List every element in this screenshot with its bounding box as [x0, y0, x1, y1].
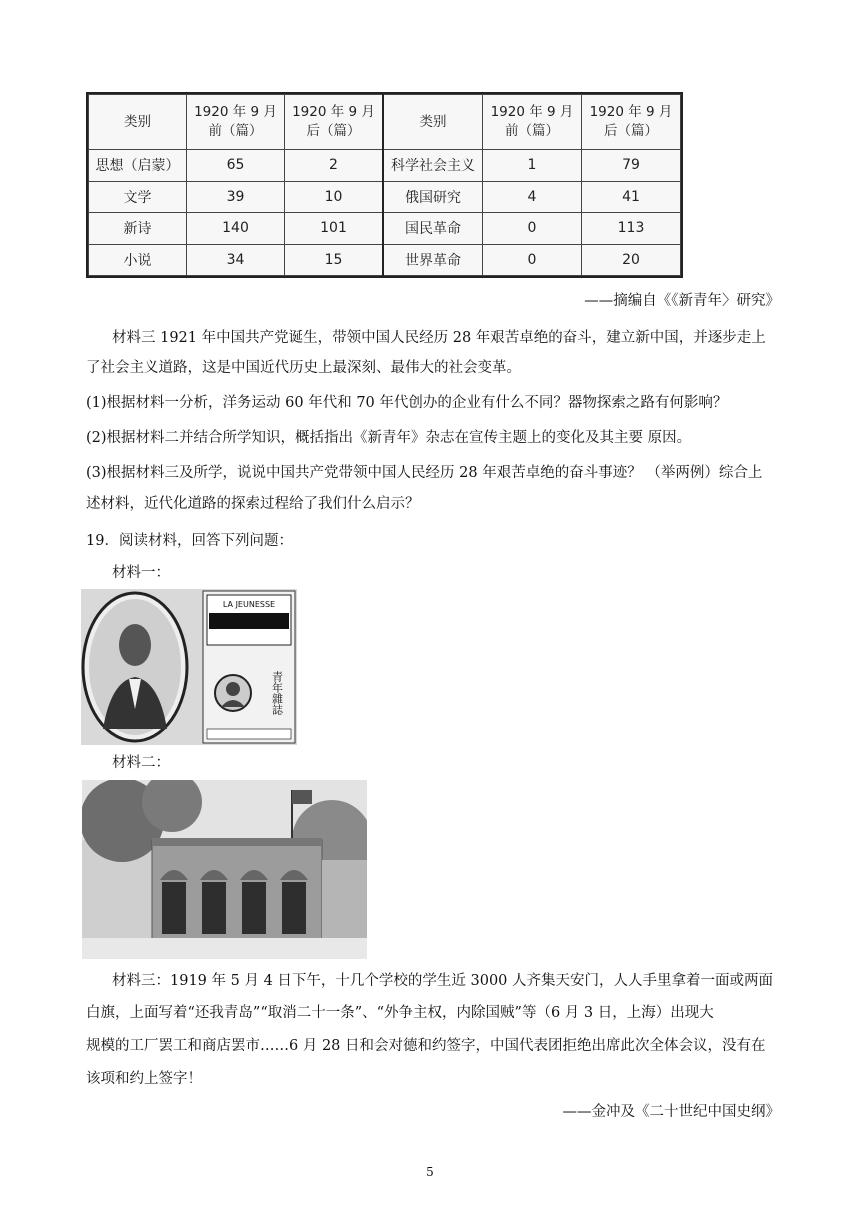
question-1: (1)根据材料一分析，洋务运动 60 年代和 70 年代创办的企业有什么不同？器物探索之路有何影响？ — [86, 395, 728, 411]
magazine-banner-text: LA JEUNESSE — [222, 600, 276, 609]
table-cell: 1 — [483, 150, 582, 182]
table-cell: 科学社会主义 — [383, 150, 483, 182]
portrait-and-magazine-photo — [81, 589, 297, 745]
table-cell: 俄国研究 — [383, 181, 483, 213]
table-cell: 101 — [285, 213, 384, 245]
material-three-quote: 白旗，上面写着“还我青岛”“取消二十一条”、“外争主权，内除国贼”等（6 月 3 日，上海）出现大 — [86, 1005, 714, 1021]
table-header: 1920 年 9 月 后（篇） — [285, 95, 384, 150]
article-count-table — [88, 94, 681, 276]
material-three-text: 材料三 1921 年中国共产党诞生，带领中国人民经历 28 年艰苦卓绝的奋斗，建立新中国，并逐步走上 — [112, 330, 766, 346]
table-cell: 文学 — [89, 181, 187, 213]
table-cell: 20 — [582, 244, 681, 276]
table-cell: 2 — [285, 150, 384, 182]
quote-source-citation: ——金冲及《二十世纪中国史纲》 — [562, 1104, 780, 1120]
material-three-quote: 该项和约上签字！ — [86, 1071, 202, 1087]
material-one-label: 材料一： — [112, 565, 170, 581]
table-header: 类别 — [89, 95, 187, 150]
page-number: 5 — [426, 1165, 434, 1179]
table-header: 1920 年 9 月 前（篇） — [483, 95, 582, 150]
table-row — [89, 150, 681, 182]
table-row — [89, 213, 681, 245]
question-3: 述材料，近代化道路的探索过程给了我们什么启示？ — [86, 496, 420, 512]
table-source-citation: ——摘编自《《新青年〉研究》 — [584, 293, 780, 309]
table-cell: 79 — [582, 150, 681, 182]
table-cell: 34 — [187, 244, 285, 276]
magazine-title-text: 青年雜誌 — [270, 671, 284, 715]
table-header: 类别 — [383, 95, 483, 150]
material-two-label: 材料二： — [112, 755, 170, 771]
table-header: 1920 年 9 月 前（篇） — [187, 95, 285, 150]
question-3: (3)根据材料三及所学，说说中国共产党带领中国人民经历 28 年艰苦卓绝的奋斗事迹？ （举两例）综合上 — [86, 465, 763, 481]
building-illustration — [82, 780, 367, 959]
table-row — [89, 244, 681, 276]
table-cell: 新诗 — [89, 213, 187, 245]
table-header-row — [89, 95, 681, 150]
question-19-heading: 19．阅读材料，回答下列问题： — [86, 533, 293, 549]
table-cell: 4 — [483, 181, 582, 213]
table-cell: 41 — [582, 181, 681, 213]
material-three-text: 了社会主义道路，这是中国近代历史上最深刻、最伟大的社会变革。 — [86, 360, 521, 376]
table-cell: 140 — [187, 213, 285, 245]
table-cell: 小说 — [89, 244, 187, 276]
table-header: 1920 年 9 月 后（篇） — [582, 95, 681, 150]
table-cell: 国民革命 — [383, 213, 483, 245]
table-cell: 113 — [582, 213, 681, 245]
table-cell: 15 — [285, 244, 384, 276]
portrait-and-magazine-illustration — [81, 589, 297, 745]
table-cell: 39 — [187, 181, 285, 213]
table-cell: 世界革命 — [383, 244, 483, 276]
material-three-quote: 材料三：1919 年 5 月 4 日下午，十几个学校的学生近 3000 人齐集天安门，人人手里拿着一面或两面 — [112, 973, 774, 989]
historic-building-photo — [82, 780, 367, 959]
table-cell: 65 — [187, 150, 285, 182]
material-three-quote: 规模的工厂罢工和商店罢市……6 月 28 日和会对德和约签字，中国代表团拒绝出席此次全体会议，没有在 — [86, 1038, 766, 1054]
table-cell: 0 — [483, 213, 582, 245]
table-cell: 0 — [483, 244, 582, 276]
statistics-table-image — [86, 92, 683, 278]
table-cell: 思想（启蒙） — [89, 150, 187, 182]
table-cell: 10 — [285, 181, 384, 213]
table-row — [89, 181, 681, 213]
question-2: (2)根据材料二并结合所学知识，概括指出《新青年》杂志在宣传主题上的变化及其主要 原因。 — [86, 430, 692, 446]
